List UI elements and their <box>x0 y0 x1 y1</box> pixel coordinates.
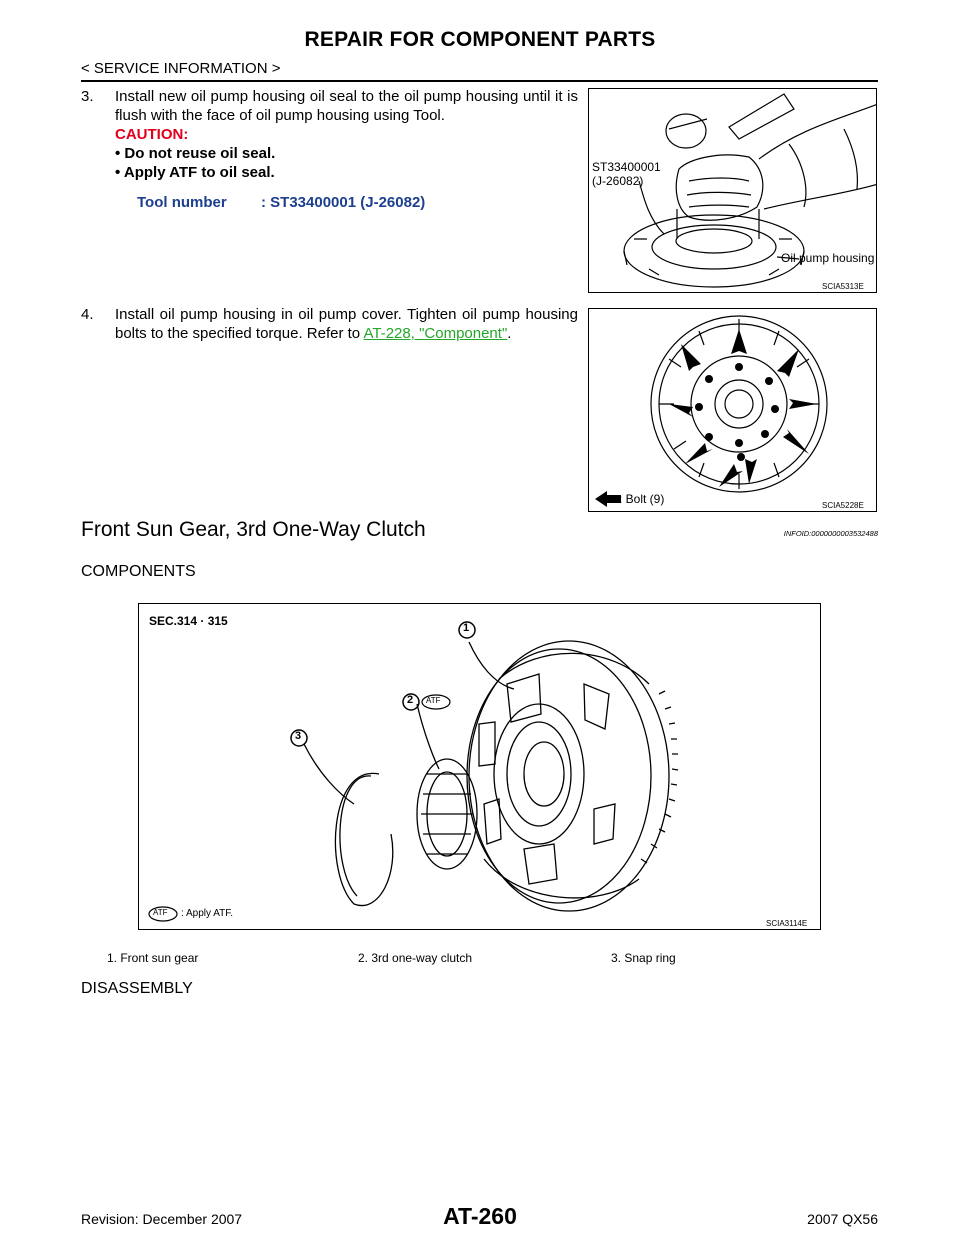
figure3-code: SCIA3114E <box>766 919 808 928</box>
figure-bolt-locations <box>588 308 877 512</box>
header-divider <box>81 80 878 82</box>
callout-2: 2 <box>407 694 414 706</box>
component-reference-link[interactable]: AT-228, "Component" <box>363 325 508 342</box>
figure-components-exploded <box>138 603 821 930</box>
step-suffix: . <box>507 325 512 342</box>
tool-callout-1: ST33400001 <box>592 160 661 174</box>
oil-pump-housing-callout: Oil pump housing <box>781 251 875 265</box>
caution-bullet-2: • Apply ATF to oil seal. <box>115 164 275 181</box>
legend-item-3: 3. Snap ring <box>611 951 676 965</box>
vehicle-model: 2007 QX56 <box>807 1211 878 1227</box>
figure1-code: SCIA5313E <box>822 282 864 291</box>
atf-badge-part: ATF <box>426 696 441 705</box>
oil-pump-cover-illustration <box>589 309 877 512</box>
tool-number-value: : ST33400001 (J-26082) <box>261 194 426 211</box>
tool-number-row <box>137 194 426 211</box>
caution-bullet-1: • Do not reuse oil seal. <box>115 145 276 162</box>
tool-callout-2: (J-26082) <box>592 174 644 188</box>
page-title: REPAIR FOR COMPONENT PARTS <box>304 28 656 51</box>
revision-date: Revision: December 2007 <box>81 1211 243 1227</box>
atf-badge-legend: ATF <box>153 908 168 917</box>
sun-gear-exploded-illustration <box>139 604 821 930</box>
sec-label: SEC.314 · 315 <box>149 614 228 628</box>
step-4 <box>81 305 578 343</box>
bolt-legend: : Bolt (9) <box>619 492 665 506</box>
info-id: INFOID:0000000003532488 <box>783 529 878 538</box>
section-breadcrumb: < SERVICE INFORMATION > <box>81 60 281 77</box>
page-number: AT-260 <box>443 1203 517 1229</box>
components-heading: COMPONENTS <box>81 563 196 580</box>
step-number: 4. <box>81 306 94 323</box>
step-3 <box>81 87 578 182</box>
atf-legend: : Apply ATF. <box>181 908 234 919</box>
disassembly-heading: DISASSEMBLY <box>81 980 193 997</box>
step-text: Install oil pump housing in oil pump cover. Tighten oil pump housing bolts to the specified torque. Refer to <box>115 306 578 342</box>
callout-3: 3 <box>295 730 302 742</box>
caution-label: CAUTION: <box>115 126 189 143</box>
step-text: Install new oil pump housing oil seal to the oil pump housing until it is flush with the face of oil pump housing using Tool. <box>115 88 578 124</box>
step-number: 3. <box>81 88 94 105</box>
legend-item-2: 2. 3rd one-way clutch <box>358 951 473 965</box>
figure2-code: SCIA5228E <box>822 501 864 510</box>
section-title: Front Sun Gear, 3rd One-Way Clutch <box>81 518 426 541</box>
legend-item-1: 1. Front sun gear <box>107 951 199 965</box>
callout-1: 1 <box>463 622 470 634</box>
tool-number-label: Tool number <box>137 194 227 211</box>
